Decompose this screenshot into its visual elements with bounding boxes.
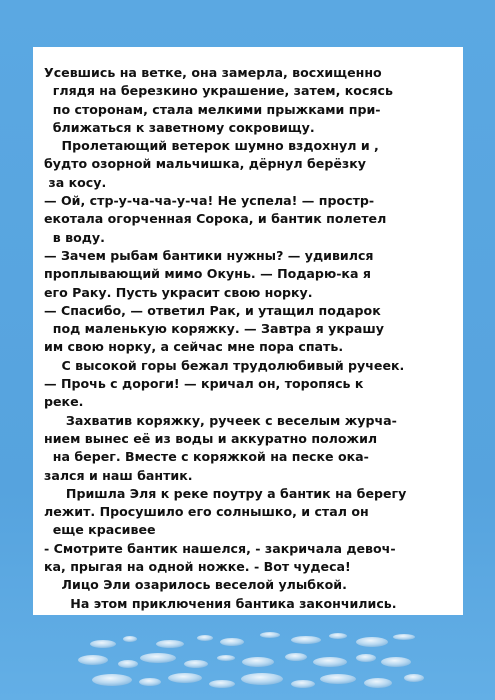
story-line: лежит. Просушило его солнышко, и стал он [44, 504, 369, 520]
story-line: — Ой, стр-у-ча-ча-у-ча! Не успела! — простр- [44, 193, 375, 209]
story-line: - Смотрите бантик нашелся, - закричала девоч- [44, 540, 396, 556]
story-line: Пришла Эля к реке поутру а бантик на берегу [44, 485, 407, 501]
story-line: нием вынес её из воды и аккуратно положил [44, 430, 378, 446]
story-text [44, 64, 462, 613]
story-line: им свою норку, а сейчас мне пора спать. [44, 339, 344, 355]
story-line: на берег. Вместе с коряжкой на песке ока- [44, 449, 369, 465]
story-line: за косу. [44, 174, 107, 190]
story-line: Пролетающий ветерок шумно вздохнул и , [44, 138, 379, 154]
story-line: — Зачем рыбам бантики нужны? — удивился [44, 247, 374, 263]
story-line: глядя на березкино украшение, затем, косясь [44, 83, 393, 99]
story-line: проплывающий мимо Окунь. — Подарю-ка я [44, 266, 371, 282]
story-line: еще красивее [44, 522, 156, 538]
story-line: — Спасибо, — ответил Рак, и утащил подарок [44, 302, 381, 318]
story-line: С высокой горы бежал трудолюбивый ручеек. [44, 357, 405, 373]
story-line: в воду. [44, 229, 105, 245]
pebbles-decoration [0, 618, 495, 700]
story-line: реке. [44, 394, 84, 410]
story-line: ближаться к заветному сокровищу. [44, 119, 315, 135]
story-line: Лицо Эли озарилось веселой улыбкой. [44, 577, 347, 593]
story-line: — Прочь с дороги! — кричал он, торопясь к [44, 376, 364, 392]
story-line: екотала огорченная Сорока, и бантик полетел [44, 211, 387, 227]
story-line: будто озорной мальчишка, дёрнул берёзку [44, 156, 366, 172]
story-line: ка, прыгая на одной ножке. - Вот чудеса! [44, 559, 351, 575]
story-line: по сторонам, стала мелкими прыжками при- [44, 101, 381, 117]
story-line: На этом приключения бантика закончились. [44, 595, 397, 611]
story-line: его Раку. Пусть украсит свою норку. [44, 284, 313, 300]
story-line: Захватив коряжку, ручеек с веселым журча- [44, 412, 397, 428]
story-line: Усевшись на ветке, она замерла, восхищенно [44, 65, 382, 80]
story-line: под маленькую коряжку. — Завтра я украшу [44, 321, 384, 337]
story-line: зался и наш бантик. [44, 467, 193, 483]
